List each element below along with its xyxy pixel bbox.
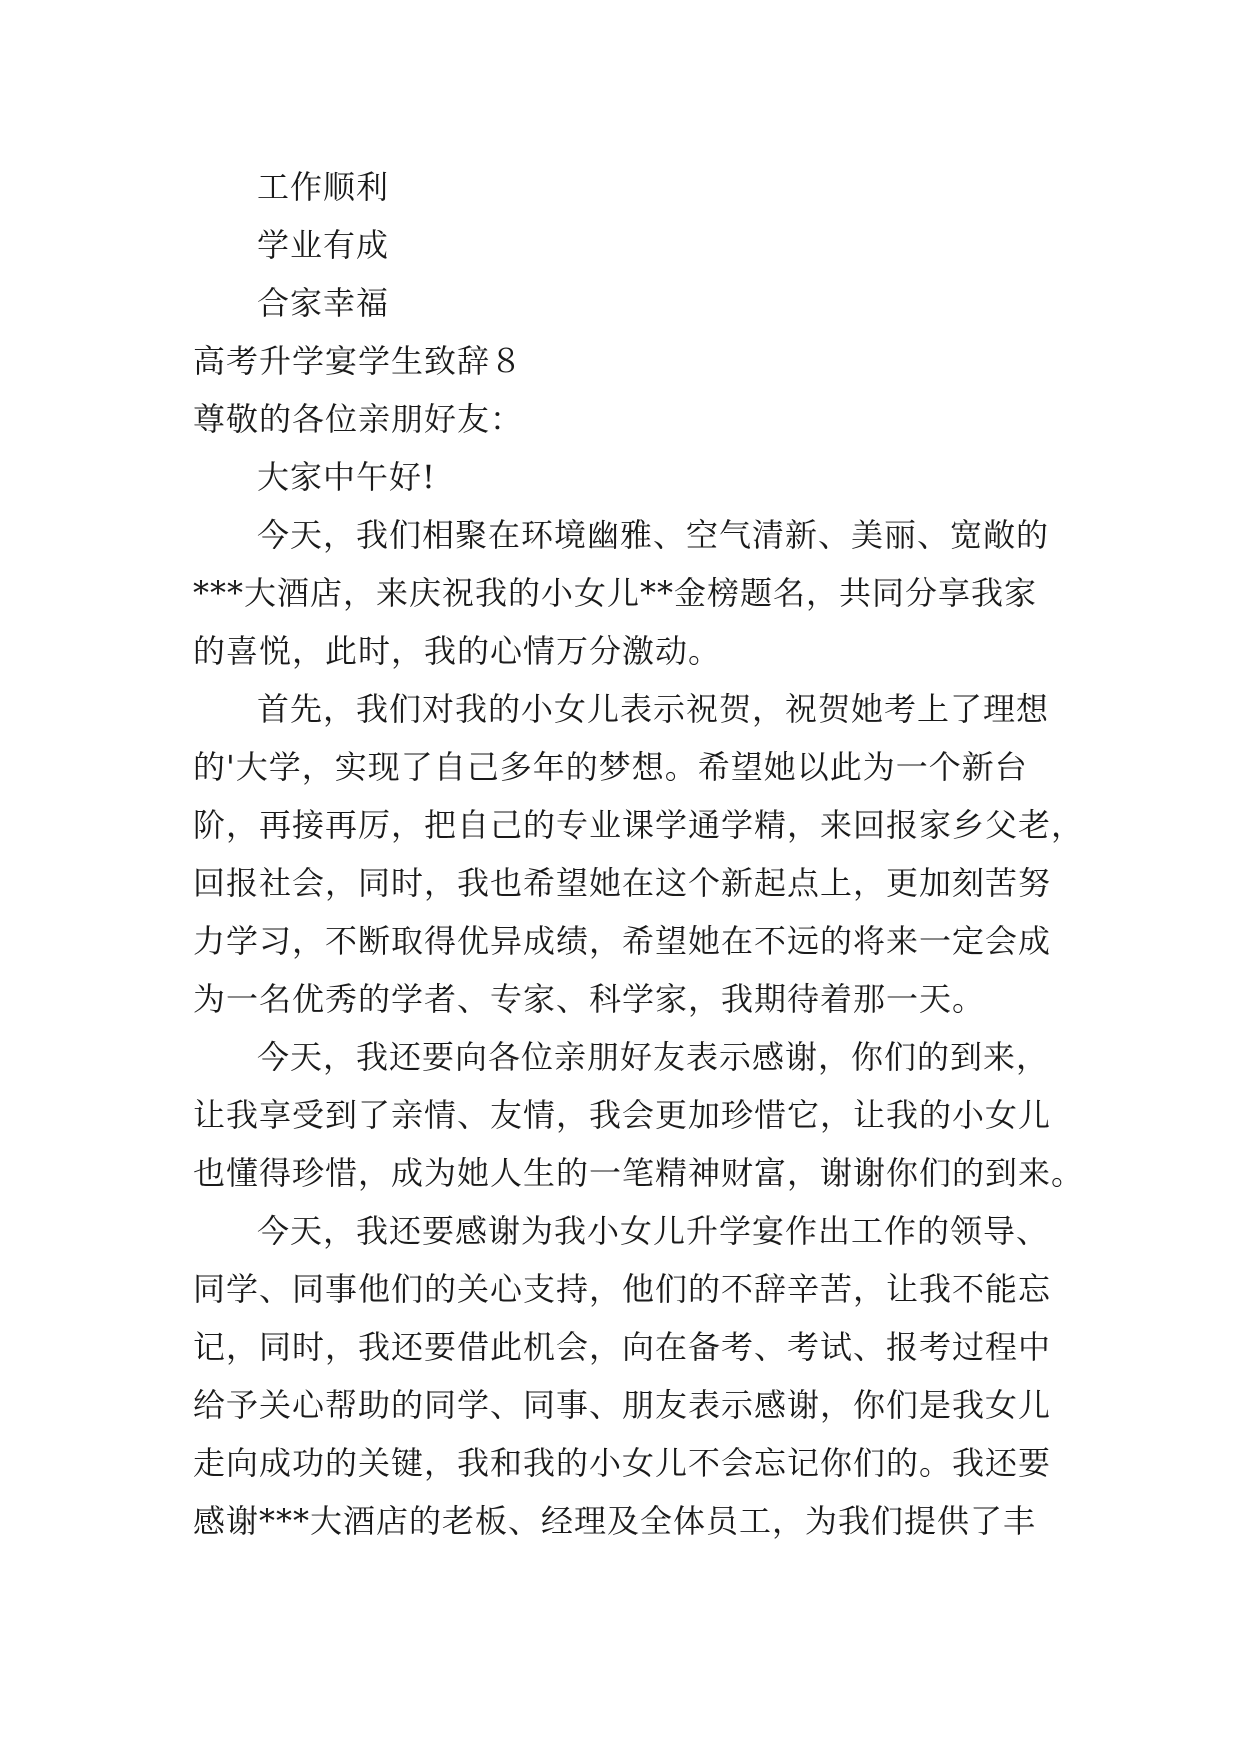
text-line: 的'大学，实现了自己多年的梦想。希望她以此为一个新台 [193, 748, 1028, 786]
text-line: 同学、同事他们的关心支持，他们的不辞辛苦，让我不能忘 [193, 1270, 1052, 1308]
text-line: 工作顺利 [257, 168, 390, 206]
text-line: 也懂得珍惜，成为她人生的一笔精神财富，谢谢你们的到来。 [193, 1154, 1085, 1192]
text-line: 今天，我们相聚在环境幽雅、空气清新、美丽、宽敞的 [257, 516, 1050, 554]
text-line: 今天，我还要感谢为我小女儿升学宴作出工作的领导、 [257, 1212, 1050, 1250]
text-line: 走向成功的关键，我和我的小女儿不会忘记你们的。我还要 [193, 1444, 1052, 1482]
text-line: 尊敬的各位亲朋好友： [193, 400, 524, 438]
text-line: 为一名优秀的学者、专家、科学家，我期待着那一天。 [193, 980, 986, 1018]
text-line: 合家幸福 [257, 284, 390, 322]
text-line: 记，同时，我还要借此机会，向在备考、考试、报考过程中 [193, 1328, 1052, 1366]
text-line: 回报社会，同时，我也希望她在这个新起点上，更加刻苦努 [193, 864, 1052, 902]
text-line: 感谢***大酒店的老板、经理及全体员工，为我们提供了丰 [193, 1502, 1037, 1540]
text-line: 首先，我们对我的小女儿表示祝贺，祝贺她考上了理想 [257, 690, 1050, 728]
text-line: 高考升学宴学生致辞８ [193, 342, 524, 380]
text-line: 的喜悦，此时，我的心情万分激动。 [193, 632, 722, 670]
text-line: 今天，我还要向各位亲朋好友表示感谢，你们的到来， [257, 1038, 1050, 1076]
text-line: 学业有成 [257, 226, 390, 264]
text-line: 给予关心帮助的同学、同事、朋友表示感谢，你们是我女儿 [193, 1386, 1052, 1424]
text-line: 力学习，不断取得优异成绩，希望她在不远的将来一定会成 [193, 922, 1052, 960]
document-body [193, 158, 1085, 1550]
text-line: 让我享受到了亲情、友情，我会更加珍惜它，让我的小女儿 [193, 1096, 1052, 1134]
text-line: ***大酒店，来庆祝我的小女儿**金榜题名，共同分享我家 [193, 574, 1038, 612]
text-line: 阶，再接再厉，把自己的专业课学通学精，来回报家乡父老， [193, 806, 1085, 844]
text-line: 大家中午好! [257, 458, 436, 496]
